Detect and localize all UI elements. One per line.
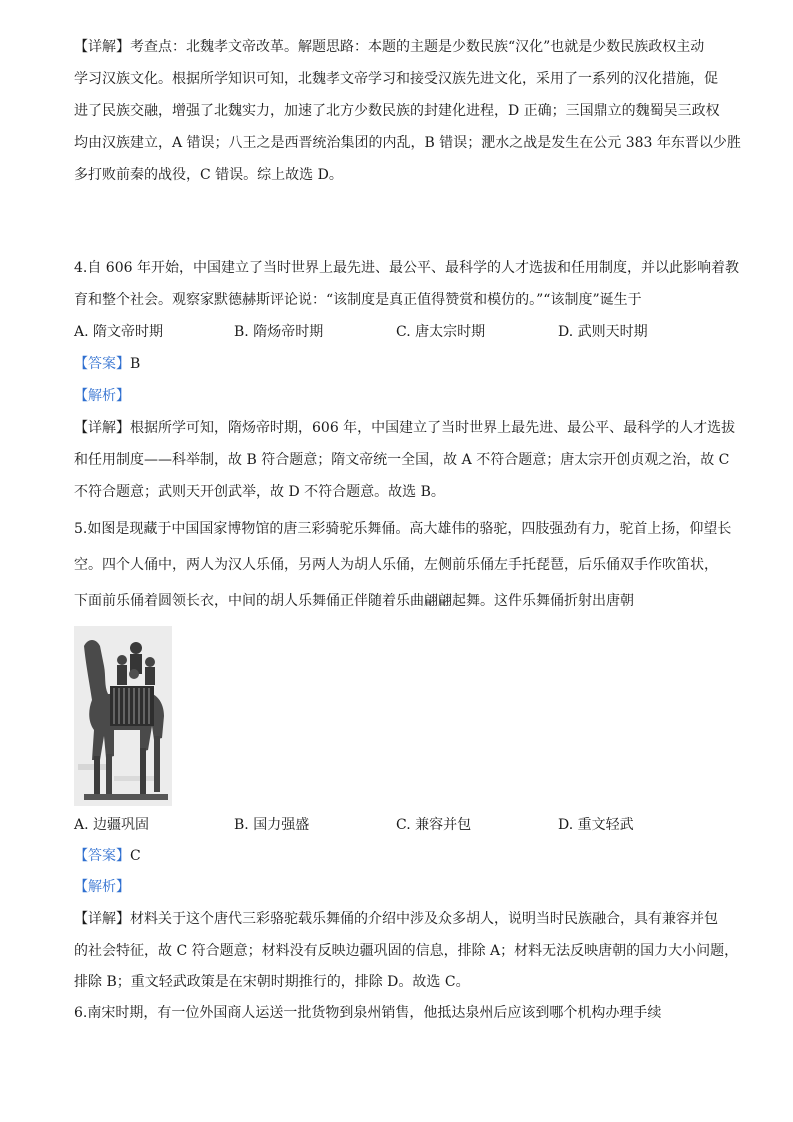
q4-detail-line: 不符合题意；武则天开创武举，故 D 不符合题意。故选 B。 [74,484,445,500]
answer-label: 【答案】 [74,356,130,372]
q4-option-b: B. 隋炀帝时期 [234,324,324,340]
q5-stem-line: 下面前乐俑着圆领长衣，中间的胡人乐舞俑正伴随着乐曲翩翩起舞。这件乐舞俑折射出唐朝 [74,593,634,609]
q5-detail-line: 排除 B；重文轻武政策是在宋朝时期推行的，排除 D。故选 C。 [74,974,470,990]
q5-detail-line: 的社会特征，故 C 符合题意；材料没有反映边疆巩固的信息，排除 A；材料无法反映唐朝的国力大小问题， [74,943,739,959]
answer-value: C [130,848,141,864]
q4-stem-line: 4.自 606 年开始，中国建立了当时世界上最先进、最公平、最科学的人才选拔和任用制度，并以此影响着教 [74,260,739,276]
q6-stem-line: 6.南宋时期，有一位外国商人运送一批货物到泉州销售，他抵达泉州后应该到哪个机构办理手续 [74,1005,662,1021]
q5-option-d: D. 重文轻武 [558,817,634,833]
answer-label: 【答案】 [74,848,130,864]
q5-option-a: A. 边疆巩固 [74,817,150,833]
answer-value: B [130,356,141,372]
q5-answer-line [74,846,141,866]
q4-answer-line [74,354,140,374]
q5-option-b: B. 国力强盛 [234,817,310,833]
q4-stem-line: 育和整个社会。观察家默德赫斯评论说：“该制度是真正值得赞赏和模仿的。”“该制度”诞生于 [74,292,642,308]
q4-detail-line: 和任用制度——科举制，故 B 符合题意；隋文帝统一全国，故 A 不符合题意；唐太宗开创贞观之治，故 C [74,452,730,468]
q4-option-d: D. 武则天时期 [558,324,648,340]
q5-detail-line: 【详解】材料关于这个唐代三彩骆驼载乐舞俑的介绍中涉及众多胡人，说明当时民族融合，具有兼容并包 [74,911,718,927]
q4-option-c: C. 唐太宗时期 [396,324,486,340]
q5-option-c: C. 兼容并包 [396,817,472,833]
q3-detail-line: 学习汉族文化。根据所学知识可知，北魏孝文帝学习和接受汉族先进文化，采用了一系列的汉化措施，促 [74,71,718,87]
q3-detail-line: 进了民族交融，增强了北魏实力，加速了北方少数民族的封建化进程，D 正确；三国鼎立的魏蜀吴三政权 [74,103,720,119]
q3-detail-line: 多打败前秦的战役，C 错误。综上故选 D。 [74,167,343,183]
q3-detail-line: 【详解】考查点：北魏孝文帝改革。解题思路：本题的主题是少数民族“汉化”也就是少数民族政权主动 [74,39,705,55]
q4-analysis-label: 【解析】 [74,388,130,404]
q5-stem-line: 空。四个人俑中，两人为汉人乐俑，另两人为胡人乐俑，左侧前乐俑左手托琵琶，后乐俑双手作吹笛状， [74,557,718,573]
q5-stem-line: 5.如图是现藏于中国国家博物馆的唐三彩骑驼乐舞俑。高大雄伟的骆驼，四肢强劲有力，驼首上扬，仰望长 [74,521,732,537]
q5-analysis-label: 【解析】 [74,879,130,895]
q4-detail-line: 【详解】根据所学可知，隋炀帝时期，606 年，中国建立了当时世界上最先进、最公平、最科学的人才选拔 [74,420,736,436]
q4-option-a: A. 隋文帝时期 [74,324,164,340]
q3-detail-line: 均由汉族建立，A 错误；八王之是西晋统治集团的内乱，B 错误；淝水之战是发生在公元 383 年东晋以少胜 [74,135,741,151]
camel-figurine-photo [74,626,172,806]
